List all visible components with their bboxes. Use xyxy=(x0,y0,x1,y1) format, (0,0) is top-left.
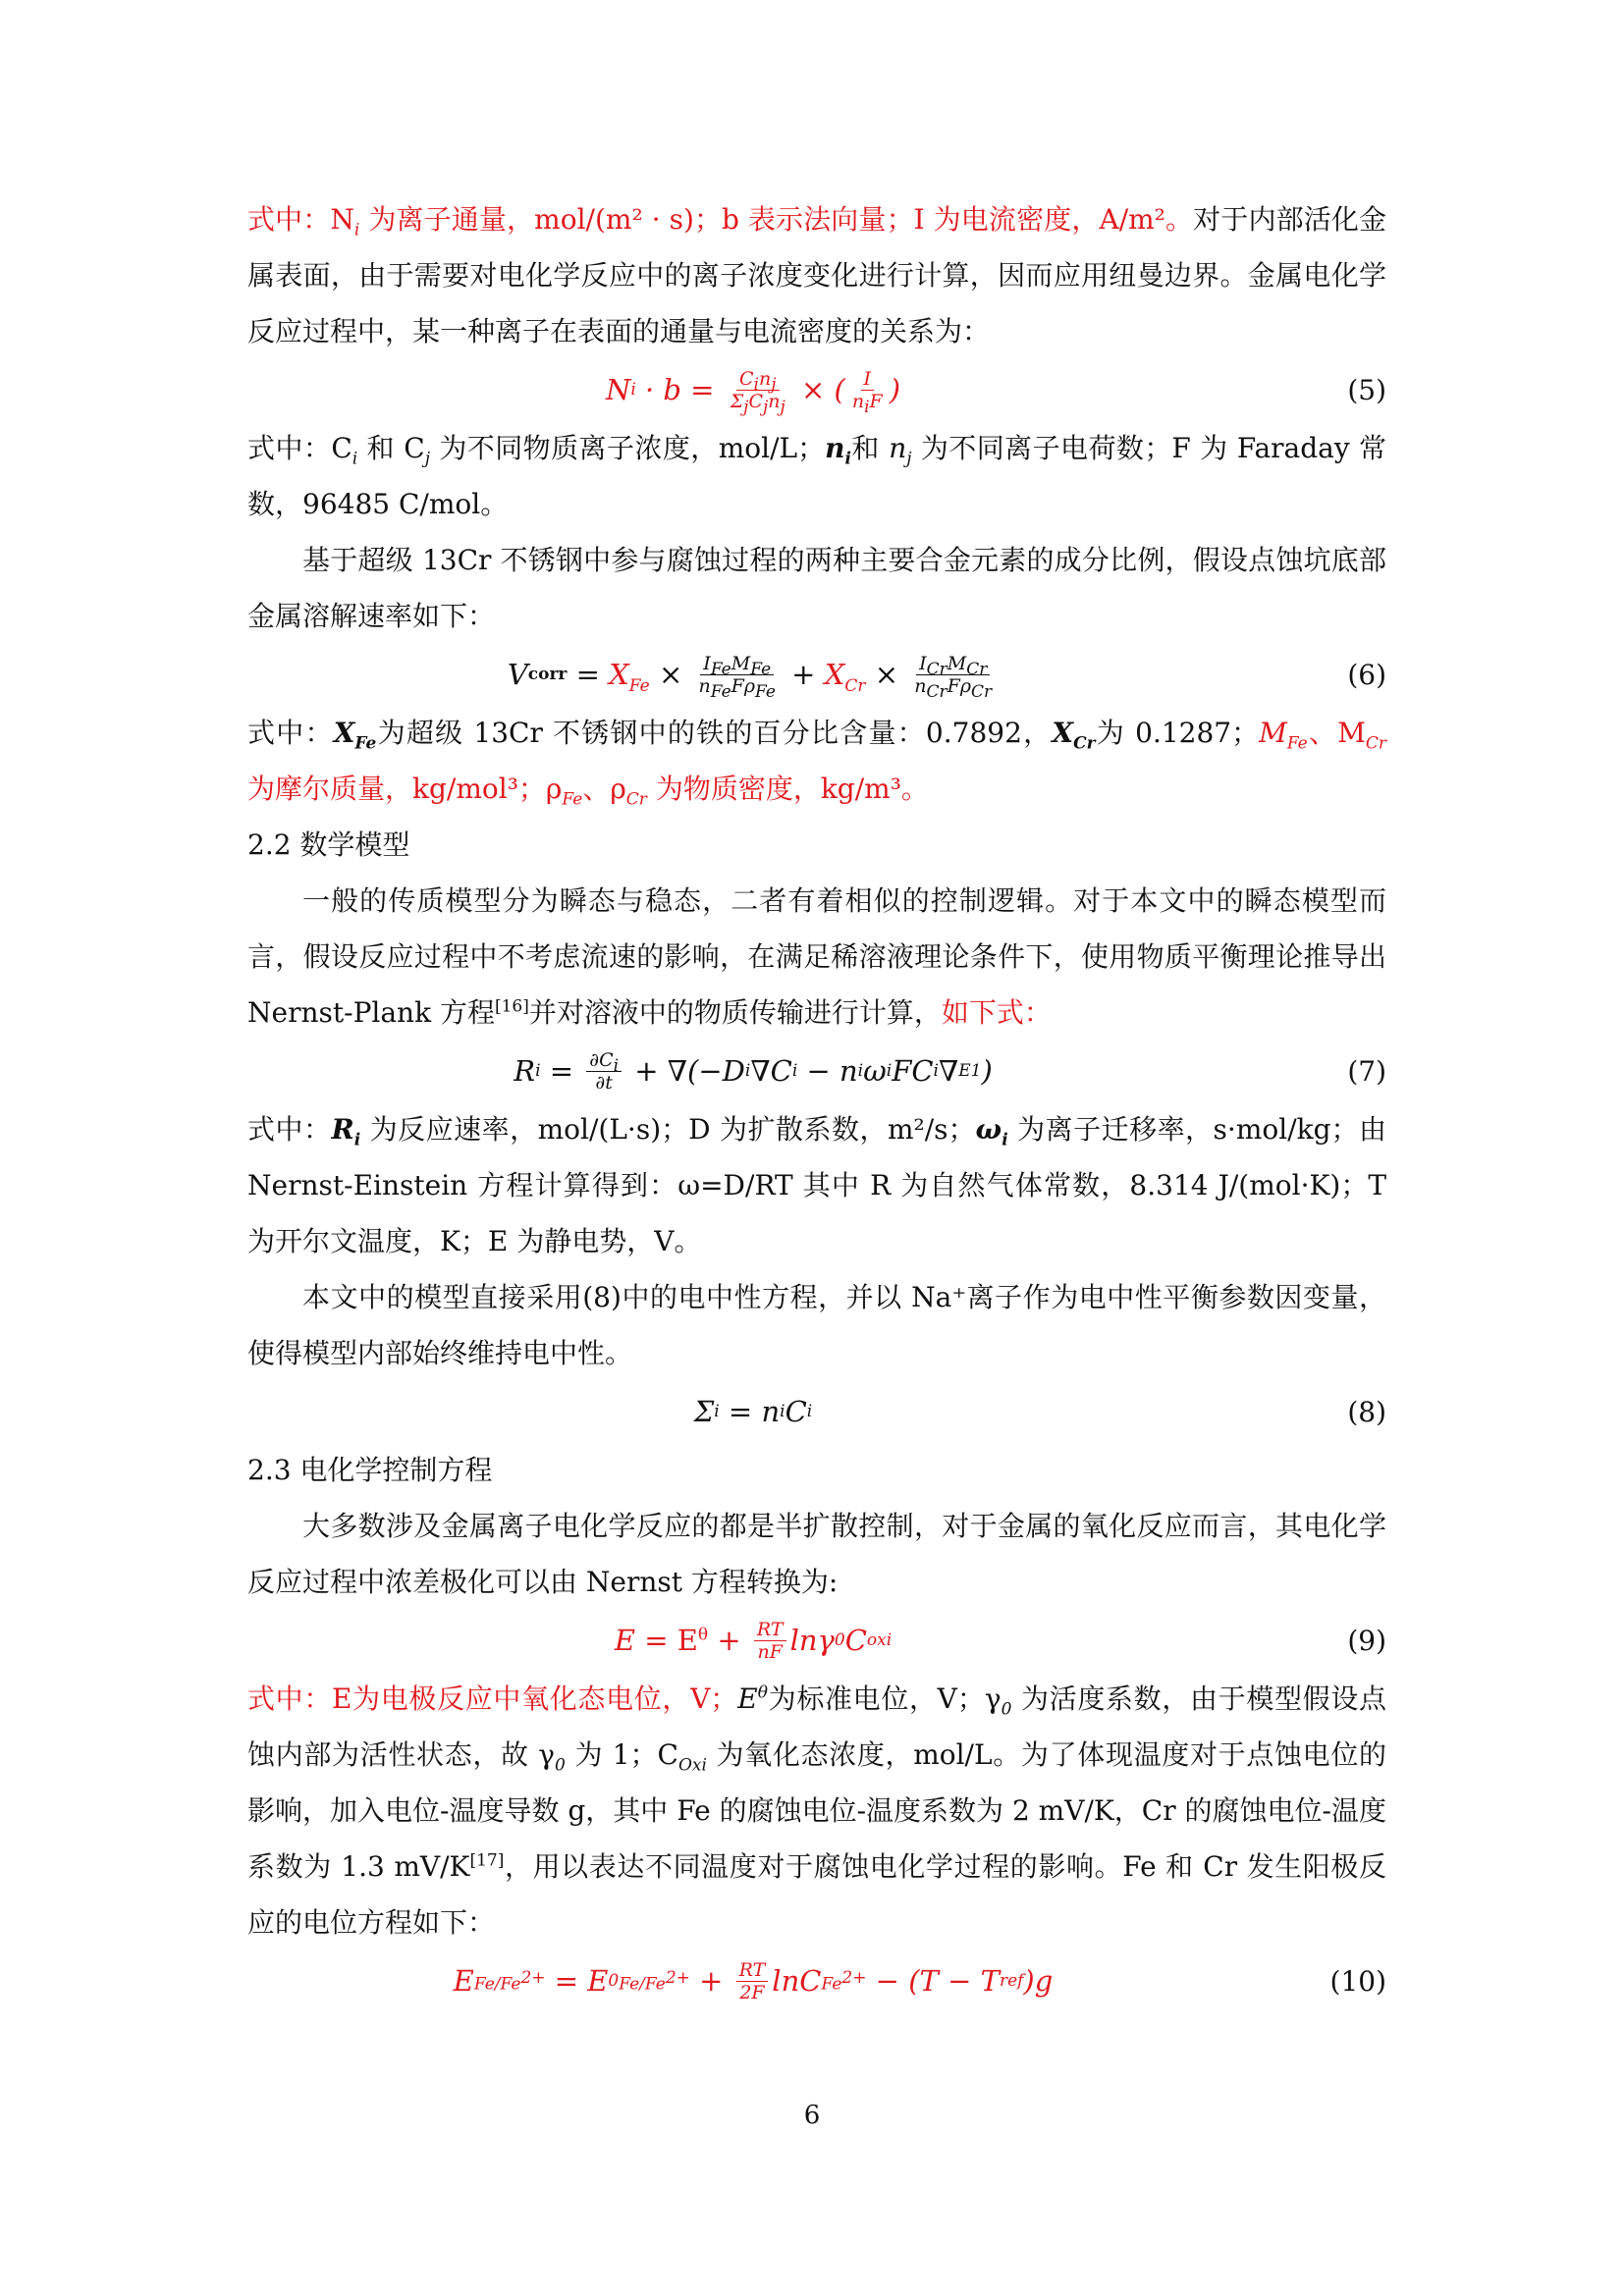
text: i xyxy=(353,220,360,240)
equation-7: R i = $\frac{\partial C_i}{\partial t}$ + ∇(−D i ∇C i − n i ω i FC i ∇ E1 ) (7) xyxy=(247,1041,1386,1101)
text: 为静电势，V。 xyxy=(508,1225,702,1257)
text: 为离子通量，mol/(m² · s)；b 表示法向量；I 为电流密度，A/m²。 xyxy=(359,203,1194,236)
text: 一般的传质模型分为瞬态与稳态，二者有着相似的控制逻辑。对于本文中的瞬态模型而言，假设反应过程中不考虑流速的影响，在满足稀溶液理论条件下，使用物质平衡理论推导出 Nernst-Plank 方程 xyxy=(247,884,1386,1029)
paragraph-mass-transfer xyxy=(247,873,1386,1041)
equation-number: (7) xyxy=(1347,1054,1386,1088)
citation: [17] xyxy=(469,1850,505,1871)
section-heading-2-3: 2.3 电化学控制方程 xyxy=(247,1454,493,1486)
text: 和 xyxy=(850,432,890,464)
text: 为反应速率，mol/(L·s)；D xyxy=(360,1113,711,1146)
text: 、M xyxy=(1307,717,1366,749)
text: 为摩尔质量，kg/mol³；ρ xyxy=(247,773,563,805)
equation-number: (9) xyxy=(1347,1624,1386,1657)
text: 为 0.1287； xyxy=(1095,717,1260,749)
text: 式中：N xyxy=(247,203,354,236)
paragraph-rate: 式中：$R_i$ 为反应速率，mol/(L·s)；D 为扩散系数，m²/s；$\omega_i$ 为离子迁移率，s·mol/kg；由 Nernst-Einstein 方程计算得到：ω=D/RT 其中 R 为自然气体常数，8.314 J/(mol·K)；T 为开尔文温度，K；E 为静电势，V。 xyxy=(247,1113,1387,1257)
text: M xyxy=(1259,717,1287,749)
text: 并对溶液中的物质传输进行计算， xyxy=(528,996,942,1029)
equation-number: (6) xyxy=(1347,658,1386,691)
equation-9: E = $E^\theta$ + $\frac{RT}{nF}$ lnγ 0 C oxi (9) xyxy=(247,1610,1386,1671)
text: 、ρ xyxy=(582,773,626,805)
equation-number: (8) xyxy=(1347,1395,1386,1428)
paragraph-dissolution: 基于超级 13Cr 不锈钢中参与腐蚀过程的两种主要合金元素的成分比例，假设点蚀坑底部金属溶解速率如下： xyxy=(247,544,1386,632)
paragraph-flux xyxy=(247,191,1386,359)
text: 为不同物质离子浓度，mol/L； xyxy=(430,432,826,464)
equation-number: (10) xyxy=(1329,1964,1386,1998)
page-body xyxy=(247,191,1386,2011)
text: /RT 其中 R 为自然气体常数，8.314 J/(mol·K)；T 为开尔文温度，K；E xyxy=(247,1169,1386,1257)
text: 为 1；C xyxy=(565,1738,678,1771)
text: 如下式： xyxy=(941,996,1052,1029)
paragraph-nernst: 大多数涉及金属离子电化学反应的都是半扩散控制，对于金属的氧化反应而言，其电化学反应过程中浓差极化可以由 Nernst 方程转换为: xyxy=(247,1510,1386,1598)
equation-number: (5) xyxy=(1347,373,1386,406)
text: 式中：E为电极反应中氧化态电位，V； xyxy=(247,1682,738,1715)
text: =D xyxy=(700,1169,746,1201)
equation-5: N i · b = $\frac{C_in_j}{\Sigma_jC_jn_j}$ × ( $\frac{I}{n_iF}$ ) (5) xyxy=(247,359,1386,420)
paragraph-potential: 式中：E为电极反应中氧化态电位，V；$E^\theta$为标准电位，V；$\gamma_0$ 为活度系数，由于模型假设点蚀内部为活性状态，故 $\gamma_0$ 为 1；$C_{Oxi}$ 为氧化态浓度，mol/L。为了体现温度对于点蚀电位的影响，加入电位-温度导数 g，其中 Fe 的腐蚀电位-温度系数为 2 mV/K，Cr 的腐蚀电位-温度系数为 1.3 mV/K[17]，用以表达不同温度对于腐蚀电化学过程的影响。Fe 和 Cr 发生阳极反应的电位方程如下： xyxy=(247,1682,1387,1939)
text: 为物质密度，kg/m³。 xyxy=(646,773,929,805)
equation-8: Σ i = n i C i (8) xyxy=(247,1381,1386,1442)
text: 为扩散系数，m²/s； xyxy=(710,1113,976,1146)
text: 式中：C xyxy=(247,432,352,464)
text: 为标准电位，V；γ xyxy=(768,1682,1001,1715)
text: 对于内部活化金属表面，由于需要对电化学反应中的离子浓度变化进行计算，因而应用纽曼边界。金属电化学反应过程中，某一种离子在表面的通量与电流密度的关系为： xyxy=(247,203,1386,347)
citation: [16] xyxy=(494,996,529,1017)
page-number: 6 xyxy=(803,2101,821,2130)
text: 为氧化态浓度，mol/L。为了体现温度对于点蚀电位的影响，加入电位-温度导数 g，其中 Fe 的腐蚀电位-温度系数为 2 mV/K，Cr 的腐蚀电位-温度系数为 1.3 mV/K xyxy=(247,1738,1387,1883)
text: 式中： xyxy=(247,1113,332,1146)
equation-10: E $Fe/Fe^{2+}$ = E 0 $Fe/Fe^{2+}$ + $\frac{RT}{2F}$ lnC $Fe^{2+}$ − (T − T ref )g (10) xyxy=(247,1950,1386,2011)
paragraph-concentration: 式中：$C_i$ 和 $C_j$ 为不同物质离子浓度，mol/L；$n_i$和 $n_j$ 为不同离子电荷数；F 为 Faraday 常数，96485 C/mol。 xyxy=(247,432,1386,520)
text: 为不同离子电荷数；F 为 Faraday 常数，96485 C/mol。 xyxy=(247,432,1386,520)
text: 为活度系数，由于模型假设点蚀内部为活性状态，故 γ xyxy=(247,1682,1386,1771)
paragraph-electroneutrality: 本文中的模型直接采用(8)中的电中性方程，并以 Na⁺离子作为电中性平衡参数因变量，使得模型内部始终维持电中性。 xyxy=(247,1281,1386,1369)
text: 式中： xyxy=(247,717,334,749)
text: 为离子迁移率，s·mol/kg；由 Nernst-Einstein 方程计算得到：ω xyxy=(247,1113,1387,1201)
text: 为超级 13Cr 不锈钢中的铁的百分比含量：0.7892， xyxy=(376,717,1053,749)
text: 和 C xyxy=(357,432,425,464)
paragraph-fraction: 式中：$X_{Fe}$为超级 13Cr 不锈钢中的铁的百分比含量：0.7892，$X_{Cr}$为 0.1287；$M_{Fe}$、$M_{Cr}$ 为摩尔质量，kg/mol³；$\rho_{Fe}$、$\rho_{Cr}$ 为物质密度，kg/m³。 xyxy=(247,717,1387,810)
section-heading-2-2: 2.2 数学模型 xyxy=(247,828,410,861)
equation-6: V corr = $X_{Fe}$ × $\frac{I_{Fe}M_{Fe}}{n_{Fe}F\rho_{Fe}}$ + $X_{Cr}$ × $\frac{I_{Cr}M_{Cr}}{n_{Cr}F\rho_{Cr}}$ (6) xyxy=(247,644,1386,705)
text: ，用以表达不同温度对于腐蚀电化学过程的影响。Fe 和 Cr 发生阳极反应的电位方程如下： xyxy=(247,1850,1386,1939)
